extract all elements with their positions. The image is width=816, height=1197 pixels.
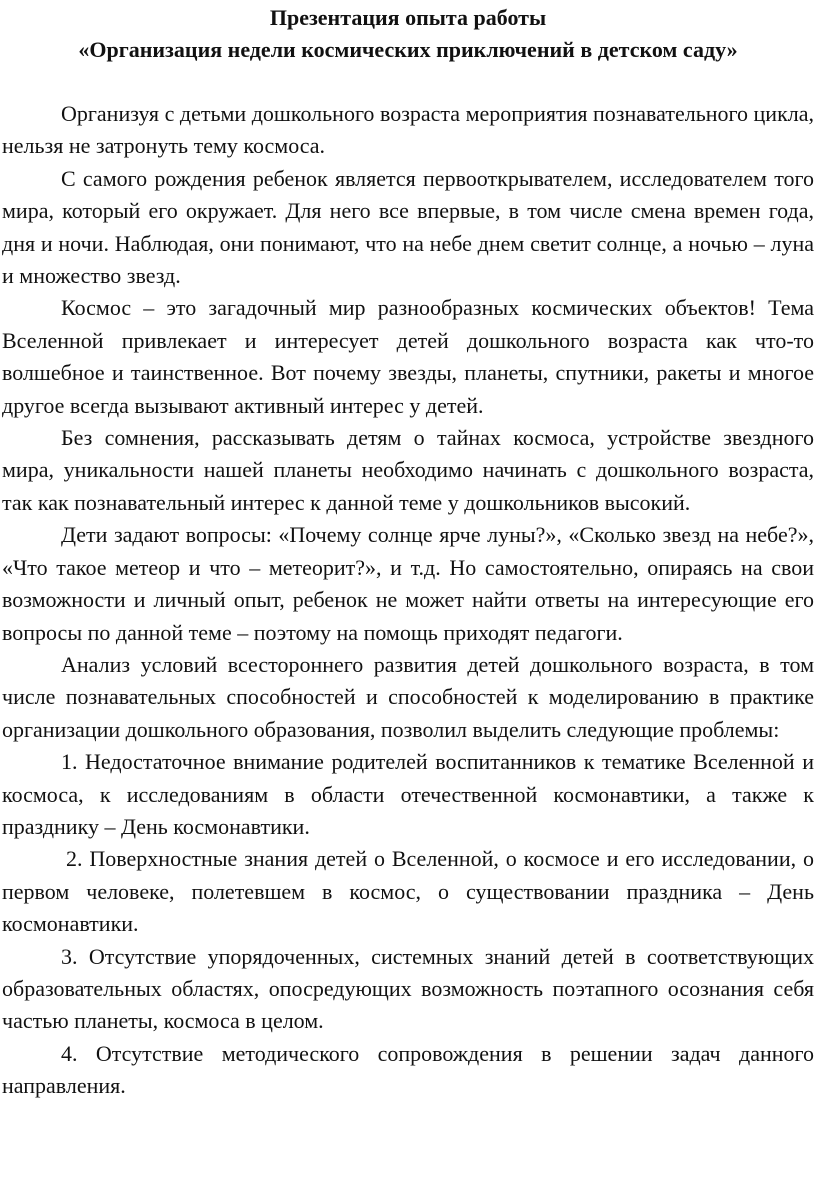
paragraph-analysis: Анализ условий всестороннего развития детей дошкольного возраста, в том числе познавательных способностей и способностей к моделированию в практике организации дошкольного образования, позволил выделить следующие проблемы: [2, 651, 814, 742]
problem-item-3: 3. Отсутствие упорядоченных, системных знаний детей в соответствующих образовательных областях, опосредующих возможность поэтапного осознания себя частью планеты, космоса в целом. [2, 943, 814, 1034]
title-spacer [2, 66, 814, 98]
problem-item-2: 2. Поверхностные знания детей о Вселенной, о космосе и его исследовании, о первом человеке, полетевшем в космос, о существовании праздника – День космонавтики. [2, 846, 814, 937]
problem-item-4: 4. Отсутствие методического сопровождения в решении задач данного направления. [2, 1040, 814, 1099]
document-title-line-1: Презентация опыта работы [269, 5, 547, 30]
paragraph-children-questions: Дети задают вопросы: «Почему солнце ярче луны?», «Сколько звезд на небе?», «Что такое метеор и что – метеорит?», и т.д. Но самостоятельно, опираясь на свои возможности и личный опыт, ребенок не может найти ответы на интересующие его вопросы по данной теме – поэтому на помощь приходят педагоги. [2, 522, 814, 645]
paragraph-space-mystery: Космос – это загадочный мир разнообразных космических объектов! Тема Вселенной привлекает и интересует детей дошкольного возраста как что-то волшебное и таинственное. Вот почему звезды, планеты, спутники, ракеты и многое другое всегда вызывают активный интерес у детей. [2, 295, 814, 418]
paragraph-child-explorer: С самого рождения ребенок является первооткрывателем, исследователем того мира, который его окружает. Для него все впервые, в том числе смена времен года, дня и ночи. Наблюдая, они понимают, что на небе днем светит солнце, а ночью – луна и множество звезд. [2, 165, 814, 289]
problem-item-1: 1. Недостаточное внимание родителей воспитанников к тематике Вселенной и космоса, к исследованиям в области отечественной космонавтики, а также к празднику – День космонавтики. [2, 749, 814, 839]
document-title-line-2: «Организация недели космических приключений в детском саду» [78, 37, 738, 62]
paragraph-early-start: Без сомнения, рассказывать детям о тайнах космоса, устройстве звездного мира, уникальности нашей планеты необходимо начинать с дошкольного возраста, так как познавательный интерес к данной теме у дошкольников высокий. [2, 425, 814, 515]
paragraph-intro: Организуя с детьми дошкольного возраста мероприятия познавательного цикла, нельзя не затронуть тему космоса. [2, 101, 814, 159]
